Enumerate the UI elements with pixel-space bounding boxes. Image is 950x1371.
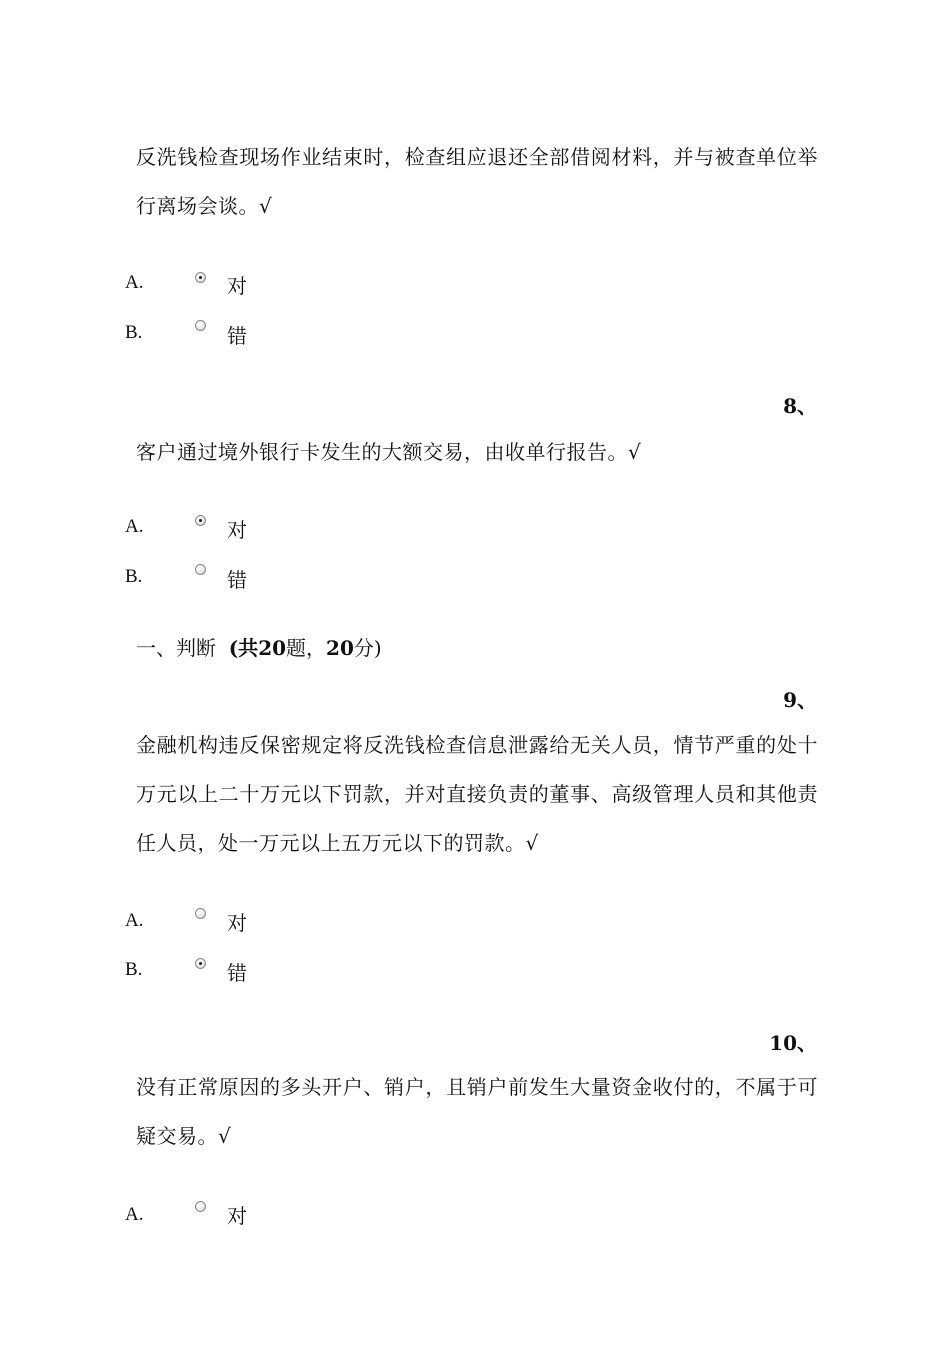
question-number: 9、 bbox=[783, 688, 817, 712]
question-number: 8、 bbox=[783, 394, 817, 418]
radio-button-a[interactable] bbox=[195, 515, 206, 526]
question-number: 10、 bbox=[769, 1031, 817, 1055]
option-label: 对 bbox=[227, 911, 247, 935]
section-suffix: 分) bbox=[353, 636, 382, 660]
option-letter: A. bbox=[125, 910, 144, 931]
section-score: 20 bbox=[326, 636, 354, 660]
option-label: 对 bbox=[227, 518, 247, 542]
section-header bbox=[136, 632, 382, 661]
option-letter: B. bbox=[125, 959, 143, 980]
section-count: 20 bbox=[258, 636, 287, 660]
question-text: 金融机构违反保密规定将反洗钱检查信息泄露给无关人员，情节严重的处十万元以上二十万元以下罚款，并对直接负责的董事、高级管理人员和其他责任人员，处一万元以上五万元以下的罚款。√ bbox=[136, 733, 818, 855]
option-label: 对 bbox=[227, 274, 247, 298]
option-label: 对 bbox=[227, 1204, 247, 1228]
question-text: 没有正常原因的多头开户、销户，且销户前发生大量资金收付的，不属于可疑交易。√ bbox=[136, 1075, 818, 1148]
section-open: (共 bbox=[228, 636, 259, 660]
radio-button-a[interactable] bbox=[195, 272, 206, 283]
option-label: 错 bbox=[227, 324, 247, 348]
radio-button-b[interactable] bbox=[195, 320, 206, 331]
option-letter: A. bbox=[125, 272, 144, 293]
option-letter: A. bbox=[125, 516, 144, 537]
section-prefix: 一、判断 bbox=[136, 636, 216, 660]
section-middle: 题， bbox=[286, 636, 327, 660]
radio-button-a[interactable] bbox=[195, 1201, 206, 1212]
option-letter: B. bbox=[125, 322, 143, 343]
option-label: 错 bbox=[227, 568, 247, 592]
radio-button-a[interactable] bbox=[195, 908, 206, 919]
option-label: 错 bbox=[227, 961, 247, 985]
question-text: 客户通过境外银行卡发生的大额交易，由收单行报告。√ bbox=[136, 440, 642, 464]
radio-button-b[interactable] bbox=[195, 958, 206, 969]
radio-button-b[interactable] bbox=[195, 564, 206, 575]
question-text: 反洗钱检查现场作业结束时，检查组应退还全部借阅材料，并与被查单位举行离场会谈。√ bbox=[136, 145, 818, 218]
option-letter: A. bbox=[125, 1204, 144, 1225]
option-letter: B. bbox=[125, 566, 143, 587]
